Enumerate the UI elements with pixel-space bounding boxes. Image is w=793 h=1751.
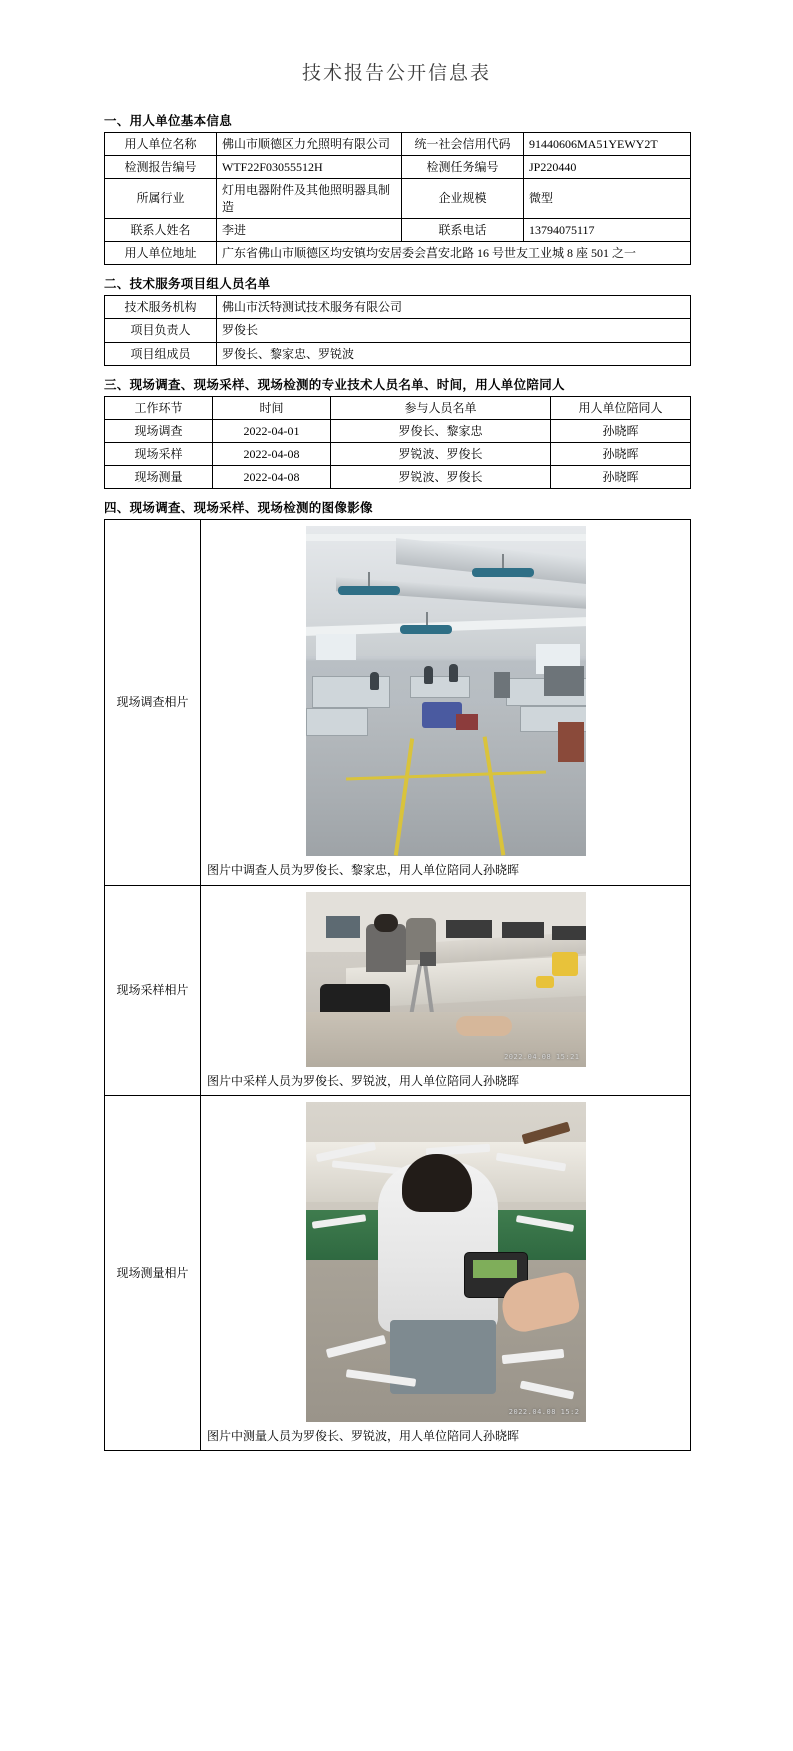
photo-row-survey: [105, 520, 691, 885]
field-label: 企业规模: [402, 179, 524, 218]
cell-participants: 罗锐波、罗俊长: [331, 466, 551, 489]
basic-info-table: [104, 132, 691, 265]
photo-label-measuring: 现场测量相片: [105, 1095, 201, 1450]
table-row: [105, 218, 691, 241]
field-value: 李进: [217, 218, 402, 241]
field-value: 91440606MA51YEWY2T: [524, 133, 691, 156]
photo-label-sampling: 现场采样相片: [105, 885, 201, 1095]
table-row: [105, 296, 691, 319]
column-header: 工作环节: [105, 396, 213, 419]
cell-accompanist: 孙晓晖: [551, 443, 691, 466]
field-label: 技术服务机构: [105, 296, 217, 319]
photo-label-survey: 现场调查相片: [105, 520, 201, 885]
photo-row-measuring: [105, 1095, 691, 1450]
photo-table: [104, 519, 691, 1451]
field-label: 用人单位地址: [105, 241, 217, 264]
section-heading-team: 二、技术服务项目组人员名单: [104, 277, 271, 292]
page-title: 技术报告公开信息表: [301, 63, 491, 84]
photo-timestamp-sampling: 2022.04.08 15:21: [504, 1053, 580, 1062]
cell-stage: 现场调查: [105, 419, 213, 442]
field-label: 检测任务编号: [402, 156, 524, 179]
photo-caption-sampling: 图片中采样人员为罗俊长、罗锐波，用人单位陪同人孙晓晖: [207, 1073, 520, 1088]
photo-timestamp-measuring: 2022.04.08 15:2: [508, 1408, 580, 1417]
column-header: 用人单位陪同人: [551, 396, 691, 419]
field-value: JP220440: [524, 156, 691, 179]
column-header: 参与人员名单: [331, 396, 551, 419]
field-value-address: 广东省佛山市顺德区均安镇均安居委会菖安北路 16 号世友工业城 8 座 501 之一: [217, 241, 691, 264]
photo-survey: [201, 520, 690, 858]
photo-sampling: [201, 886, 690, 1069]
table-row: [105, 179, 691, 218]
cell-date: 2022-04-08: [213, 443, 331, 466]
table-row: [105, 241, 691, 264]
team-table: [104, 295, 691, 366]
section-heading-photos: 四、现场调查、现场采样、现场检测的图像影像: [104, 501, 373, 516]
cell-stage: 现场采样: [105, 443, 213, 466]
field-label: 所属行业: [105, 179, 217, 218]
table-header-row: [105, 396, 691, 419]
table-row: [105, 419, 691, 442]
field-value: 微型: [524, 179, 691, 218]
cell-date: 2022-04-01: [213, 419, 331, 442]
field-label: 用人单位名称: [105, 133, 217, 156]
table-row: [105, 342, 691, 365]
field-value: 罗俊长: [217, 319, 691, 342]
cell-participants: 罗俊长、黎家忠: [331, 419, 551, 442]
table-row: [105, 133, 691, 156]
photo-caption-measuring: 图片中测量人员为罗俊长、罗锐波，用人单位陪同人孙晓晖: [207, 1428, 520, 1443]
field-label: 检测报告编号: [105, 156, 217, 179]
table-row: [105, 443, 691, 466]
table-row: [105, 156, 691, 179]
field-label: 项目组成员: [105, 342, 217, 365]
sampling-photo-image: [306, 892, 586, 1067]
field-label: 项目负责人: [105, 319, 217, 342]
cell-accompanist: 孙晓晖: [551, 419, 691, 442]
field-value: WTF22F03055512H: [217, 156, 402, 179]
field-value: 佛山市沃特测试技术服务有限公司: [217, 296, 691, 319]
cell-accompanist: 孙晓晖: [551, 466, 691, 489]
table-row: [105, 319, 691, 342]
column-header: 时间: [213, 396, 331, 419]
cell-date: 2022-04-08: [213, 466, 331, 489]
table-row: [105, 466, 691, 489]
workshop-photo-image: [306, 526, 586, 856]
field-value: 灯用电器附件及其他照明器具制造: [217, 179, 402, 218]
field-label: 联系人姓名: [105, 218, 217, 241]
field-value: 罗俊长、黎家忠、罗锐波: [217, 342, 691, 365]
cell-stage: 现场测量: [105, 466, 213, 489]
field-label: 联系电话: [402, 218, 524, 241]
section-heading-basic-info: 一、用人单位基本信息: [104, 114, 233, 128]
photo-measuring: [201, 1096, 690, 1424]
field-value: 佛山市顺德区力允照明有限公司: [217, 133, 402, 156]
measuring-photo-image: [306, 1102, 586, 1422]
field-label: 统一社会信用代码: [402, 133, 524, 156]
field-value: 13794075117: [524, 218, 691, 241]
cell-participants: 罗锐波、罗俊长: [331, 443, 551, 466]
onsite-activity-table: [104, 396, 691, 490]
section-heading-onsite: 三、现场调查、现场采样、现场检测的专业技术人员名单、时间，用人单位陪同人: [104, 377, 565, 392]
photo-caption-survey: 图片中调查人员为罗俊长、黎家忠，用人单位陪同人孙晓晖: [207, 863, 520, 878]
photo-row-sampling: [105, 885, 691, 1095]
